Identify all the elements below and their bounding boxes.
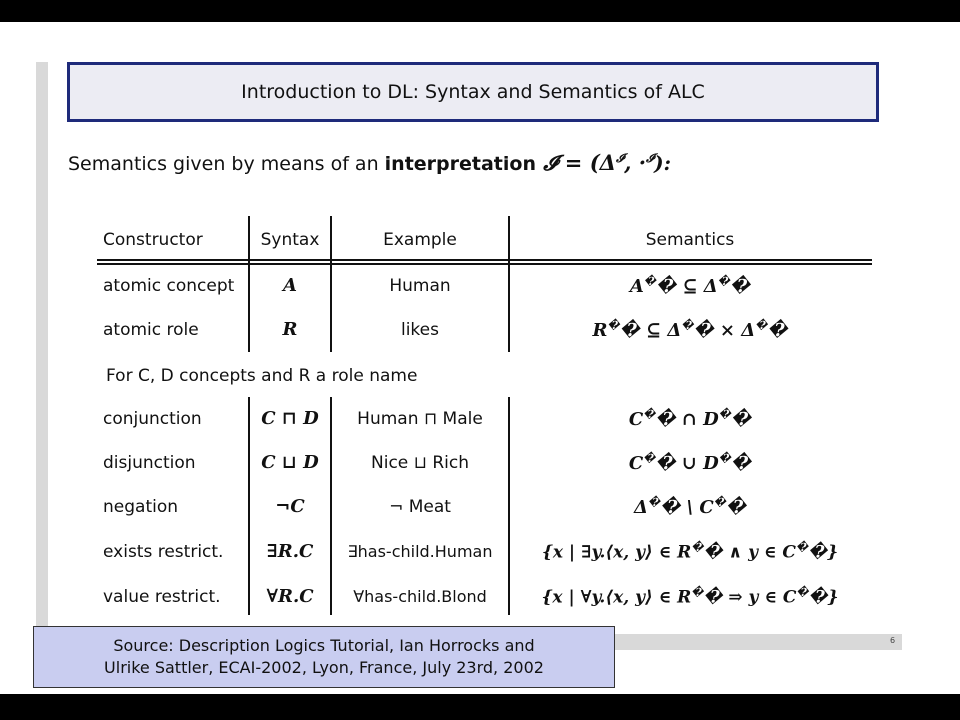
intro-line — [68, 150, 671, 176]
header-rule-bottom — [97, 263, 872, 265]
row-semantics: C�� ∩ D�� — [628, 408, 752, 430]
row-constructor: atomic concept — [103, 276, 235, 296]
source-line-1: Source: Description Logics Tutorial, Ian Horrocks and — [113, 636, 535, 655]
row-constructor: conjunction — [103, 409, 202, 429]
row-semantics: Δ�� \ C�� — [634, 496, 746, 518]
intro-keyword: interpretation — [384, 153, 536, 175]
slide-title-box — [67, 62, 879, 122]
row-example: Human — [389, 276, 451, 296]
row-constructor: disjunction — [103, 453, 196, 473]
header-semantics: Semantics — [645, 230, 735, 250]
row-semantics: R�� ⊆ Δ�� × Δ�� — [592, 319, 788, 341]
slide-left-bar — [36, 62, 48, 642]
row-syntax: C ⊔ D — [261, 452, 319, 473]
row-semantics: A�� ⊆ Δ�� — [629, 275, 751, 297]
row-semantics: {x | ∀y.⟨x, y⟩ ∈ R�� ⇒ y ∈ C��} — [541, 586, 839, 608]
header-rule-top — [97, 259, 872, 261]
row-syntax: C ⊓ D — [261, 408, 319, 429]
header-constructor: Constructor — [103, 230, 203, 250]
source-caption-box — [33, 626, 615, 688]
row-semantics: {x | ∃y.⟨x, y⟩ ∈ R�� ∧ y ∈ C��} — [541, 541, 839, 563]
row-example: ∃has-child.Human — [347, 542, 493, 561]
page-number: 6 — [890, 636, 896, 645]
table-subheading: For C, D concepts and R a role name — [106, 366, 418, 386]
slide — [0, 22, 960, 694]
row-example: Human ⊓ Male — [357, 409, 483, 429]
row-syntax: ¬C — [275, 496, 305, 517]
row-syntax: ∃R.C — [266, 541, 314, 562]
row-example: ¬ Meat — [389, 497, 451, 517]
row-constructor: exists restrict. — [103, 542, 224, 562]
header-example: Example — [383, 230, 457, 250]
row-example: ∀has-child.Blond — [353, 587, 487, 606]
header-syntax: Syntax — [260, 230, 320, 250]
row-constructor: value restrict. — [103, 587, 221, 607]
row-syntax: A — [283, 275, 297, 296]
intro-prefix: Semantics given by means of an — [68, 153, 385, 175]
row-syntax: R — [282, 319, 298, 340]
row-constructor: negation — [103, 497, 179, 517]
source-line-2: Ulrike Sattler, ECAI-2002, Lyon, France, July 23rd, 2002 — [104, 658, 544, 677]
row-example: likes — [400, 320, 439, 340]
intro-formula: 𝓘 = ($\Delta^𝓘$, ·$^𝓘$): — [535, 150, 671, 175]
slide-title: Introduction to DL: Syntax and Semantics of ALC — [241, 81, 705, 103]
row-example: Nice ⊔ Rich — [371, 453, 469, 473]
row-constructor: atomic role — [103, 320, 199, 340]
row-syntax: ∀R.C — [266, 586, 314, 607]
row-semantics: C�� ∪ D�� — [628, 452, 752, 474]
